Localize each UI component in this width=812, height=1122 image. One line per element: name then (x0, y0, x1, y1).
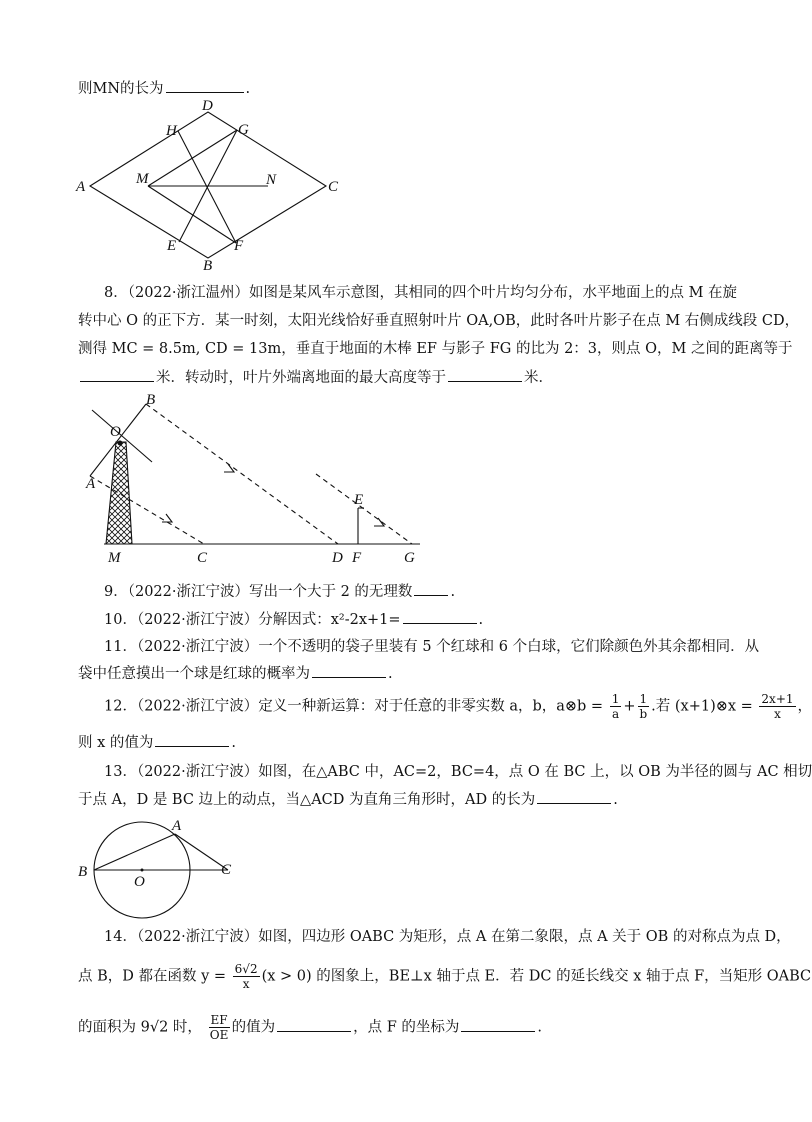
q7-tail-end: . (245, 81, 251, 97)
q14-end: . (537, 1019, 543, 1036)
center-O (141, 869, 144, 872)
q13-line2 (78, 789, 618, 810)
q14-line3-c: ，点 F 的坐标为 (353, 1019, 460, 1036)
q12-line2 (78, 732, 236, 753)
label-M: M (136, 171, 149, 187)
q9-line (104, 581, 455, 602)
q14-line2-b: (x > 0) 的图象上，BE⊥x 轴于点 E．若 DC 的延长线交 x 轴于点 F，当矩形 OABC (261, 968, 812, 985)
frac-num: 2x+1 (761, 692, 794, 706)
fraction-EF-over-OE (209, 1013, 230, 1042)
q12-mid: .若 (x+1)⊗x = (651, 698, 753, 715)
label-A: A (76, 179, 86, 195)
q14-line3-b: 的值为 (231, 1019, 276, 1036)
q11-line2 (78, 663, 393, 684)
label-C: C (221, 862, 232, 878)
q8-line3: 测得 MC = 8.5m, CD = 13m，垂直于地面的木棒 EF 与影子 FG 的比为 2：3，则点 O，M 之间的距离等于 (78, 341, 793, 357)
label-D: D (202, 98, 213, 114)
answer-blank-ratio[interactable] (277, 1017, 351, 1032)
circle-triangle-figure (70, 812, 250, 916)
frac-den: b (639, 707, 648, 721)
segment-BA (94, 834, 175, 870)
frac-den: OE (209, 1028, 229, 1042)
frac-num: 1 (611, 692, 620, 706)
q14-line2 (78, 962, 811, 991)
label-B: B (78, 864, 88, 880)
q13-end: . (613, 792, 618, 808)
segment-MG (148, 130, 237, 186)
q12-line2-text: 则 x 的值为 (78, 735, 154, 751)
q8-line4 (78, 367, 553, 388)
q8-line4-text: 米．转动时，叶片外端离地面的最大高度等于 (156, 370, 446, 386)
ray-arrow-1 (224, 464, 234, 472)
frac-den: x (774, 707, 781, 721)
q7-tail-text: 则MN的长为 (78, 81, 164, 97)
answer-blank[interactable] (403, 609, 477, 624)
answer-blank[interactable] (537, 789, 611, 804)
light-ray-E-G (316, 474, 412, 544)
q7-tail-line (78, 78, 250, 99)
q9-end: . (450, 584, 456, 600)
label-A: A (86, 476, 96, 492)
q11-line2-text: 袋中任意摸出一个球是红球的概率为 (78, 666, 310, 682)
q10-end: . (478, 612, 484, 628)
light-ray-B-D (146, 404, 338, 544)
segment-MF (148, 186, 236, 243)
q12-line2-end: . (231, 735, 237, 751)
answer-blank[interactable] (414, 581, 448, 596)
q14-line2-a: 点 B，D 都在函数 y = (78, 968, 227, 985)
plus-sign: + (623, 698, 636, 715)
answer-blank[interactable] (155, 732, 229, 747)
q12-end: ， (797, 698, 812, 715)
fraction-1-over-b (638, 692, 650, 721)
label-F: F (234, 238, 244, 254)
label-B: B (146, 392, 156, 408)
fraction-2x1-over-x (759, 692, 795, 721)
windmill-tower (106, 442, 132, 544)
label-O: O (134, 874, 145, 890)
frac-num: EF (210, 1013, 228, 1027)
q9-text: 9．（2022·浙江宁波）写出一个大于 2 的无理数 (104, 584, 413, 600)
label-M: M (108, 550, 121, 566)
label-H: H (166, 123, 177, 139)
frac-num: 1 (639, 692, 648, 706)
ray-arrow-2 (162, 514, 172, 522)
q14-line3 (78, 1013, 542, 1042)
answer-blank[interactable] (312, 663, 386, 678)
frac-den: x (242, 977, 250, 991)
label-E: E (167, 238, 177, 254)
fraction-6root2-over-x (233, 962, 260, 991)
rhombus-figure (70, 100, 350, 272)
label-G: G (404, 550, 415, 566)
label-B: B (203, 258, 213, 274)
windmill-figure (70, 388, 430, 570)
label-D: D (332, 550, 343, 566)
answer-blank-point-f[interactable] (461, 1017, 535, 1032)
label-C: C (197, 550, 208, 566)
answer-blank-height[interactable] (448, 367, 522, 382)
point-O (118, 441, 122, 445)
q10-text: 10．（2022·浙江宁波）分解因式：x²-2x+1= (104, 612, 401, 628)
q14-line3-a: 的面积为 9√2 时， (78, 1019, 202, 1036)
q14-line1: 14．（2022·浙江宁波）如图，四边形 OABC 为矩形，点 A 在第二象限，点 A 关于 OB 的对称点为点 D， (104, 929, 791, 945)
label-A: A (172, 818, 182, 834)
answer-blank-om[interactable] (80, 367, 154, 382)
label-G: G (238, 122, 249, 138)
answer-blank[interactable] (166, 78, 244, 93)
label-E: E (354, 492, 364, 508)
q12-prefix: 12．（2022·浙江宁波）定义一种新运算：对于任意的非零实数 a，b，a⊗b = (104, 698, 604, 715)
q10-line (104, 609, 483, 630)
fraction-1-over-a (610, 692, 622, 721)
label-O: O (110, 424, 121, 440)
q8-line1: 8．（2022·浙江温州）如图是某风车示意图，其相同的四个叶片均匀分布，水平地面上的点 M 在旋 (104, 285, 738, 301)
frac-num: 6√2 (234, 962, 258, 976)
label-C: C (328, 179, 339, 195)
q11-line1: 11．（2022·浙江宁波）一个不透明的袋子里装有 5 个红球和 6 个白球，它们除颜色外其余都相同．从 (104, 639, 760, 655)
frac-den: a (611, 707, 620, 721)
label-N: N (266, 172, 277, 188)
q13-line2-text: 于点 A，D 是 BC 边上的动点，当△ACD 为直角三角形时，AD 的长为 (78, 792, 536, 808)
label-F: F (352, 550, 362, 566)
q13-line1: 13．（2022·浙江宁波）如图，在△ABC 中，AC=2，BC=4，点 O 在 BC 上，以 OB 为半径的圆与 AC 相切 (104, 764, 812, 780)
q11-end: . (388, 666, 393, 682)
q12-line1 (104, 692, 812, 721)
q8-line4-end: 米． (524, 370, 553, 386)
q8-line2: 转中心 O 的正下方．某一时刻，太阳光线恰好垂直照射叶片 OA,OB，此时各叶片影子在点 M 右侧成线段 CD， (78, 313, 800, 329)
